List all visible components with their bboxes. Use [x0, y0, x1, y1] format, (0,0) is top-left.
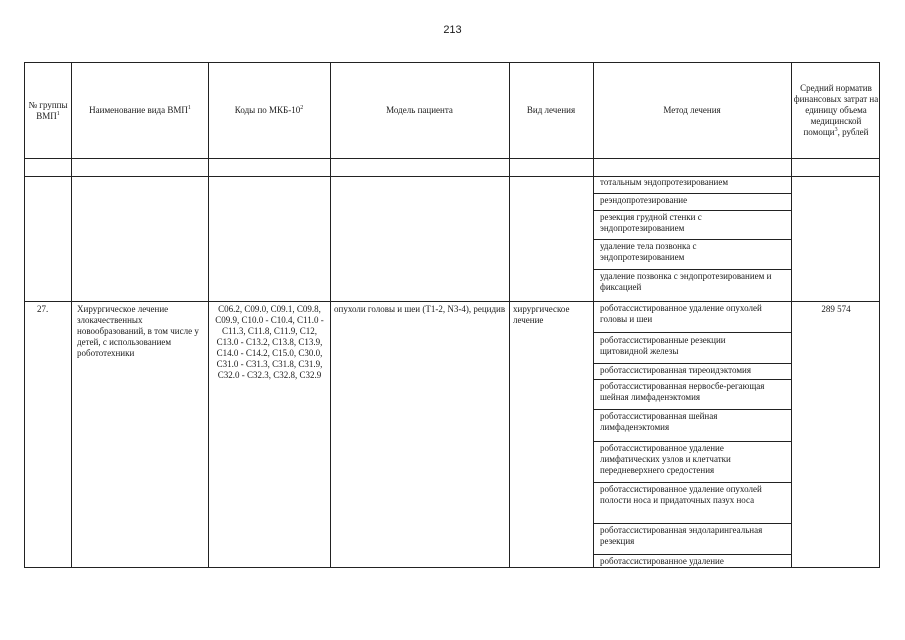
method-item: роботассистированное удаление опухолей полости носа и придаточных пазух носа	[600, 484, 762, 505]
method-item: роботассистированное удаление	[600, 556, 724, 566]
vmp-table	[24, 62, 880, 568]
method-item: реэндопротезирование	[600, 195, 688, 205]
header-icd-codes: Коды по МКБ-$10^2$	[234, 105, 304, 115]
row-number: 27.	[37, 304, 49, 314]
method-item: роботассистированная шейная лимфаденэктомия	[600, 411, 718, 432]
patient-model: опухоли головы и шеи (T1-2, N3-4), рецидив	[334, 304, 506, 314]
method-item: роботассистированное удаление опухолей головы и шеи	[600, 303, 762, 324]
method-divider	[593, 441, 791, 442]
method-divider	[593, 332, 791, 333]
col-divider	[330, 63, 331, 567]
method-divider	[593, 239, 791, 240]
method-item: удаление тела позвонка с эндопротезированием	[600, 241, 697, 262]
method-divider	[593, 269, 791, 270]
page-number: 213	[443, 24, 462, 36]
header-treatment-type: Вид лечения	[526, 105, 576, 115]
header-patient-model: Модель пациента	[386, 105, 453, 115]
method-item: роботассистированная тиреоидэктомия	[600, 365, 751, 375]
method-item: удаление позвонка с эндопротезированием и фиксацией	[600, 271, 772, 292]
method-divider	[593, 379, 791, 380]
method-item: роботассистированная нервосбе-регающая шейная лимфаденэктомия	[600, 381, 765, 402]
col-divider	[509, 63, 510, 567]
method-divider	[593, 210, 791, 211]
header-group-number: № группы ВМП$^1$	[28, 99, 68, 121]
method-divider	[593, 482, 791, 483]
method-divider	[593, 523, 791, 524]
method-item: роботассистированное удаление лимфатических узлов и клетчатки передневерхнего средостения	[600, 443, 731, 475]
header-average-cost: Средний норматив финансовых затрат на единицу объема медицинской помощи$^3$, рублей	[793, 83, 879, 137]
method-item: роботассистированные резекции щитовидной железы	[600, 335, 726, 356]
icd-codes: C06.2, C09.0, C09.1, C09.8, C09.9, C10.0 - C10.4, C11.0 - C11.3, C11.8, C11.9, C12, C13.0 - C13.2, C13.8, C13.9, C14.0 - C14.2, C15.0, C30.0, C31.0 - C31.3, C31.8, C31.9, C32.0 - C32.3, C32.8, C32.9	[215, 304, 324, 380]
header-treatment-method: Метод лечения	[663, 105, 721, 115]
method-divider	[593, 409, 791, 410]
vmp-name: Хирургическое лечение злокачественных новообразований, в том числе у детей, с использованием робототехники	[77, 304, 199, 358]
method-item: резекция грудной стенки с эндопротезированием	[600, 212, 702, 233]
method-item: роботассистированная эндоларингеальная резекция	[600, 525, 763, 546]
method-item: тотальным эндопротезированием	[600, 177, 729, 187]
method-divider	[593, 193, 791, 194]
method-divider	[593, 554, 791, 555]
treatment-type: хирургическое лечение	[513, 304, 570, 325]
header-vmp-name: Наименование вида ВМП$^1$	[89, 105, 191, 115]
average-cost: 289 574	[821, 304, 851, 314]
method-divider	[593, 363, 791, 364]
header-divider	[25, 158, 879, 159]
col-divider	[71, 63, 72, 567]
col-divider	[791, 63, 792, 567]
col-divider	[208, 63, 209, 567]
row-divider	[25, 301, 879, 302]
